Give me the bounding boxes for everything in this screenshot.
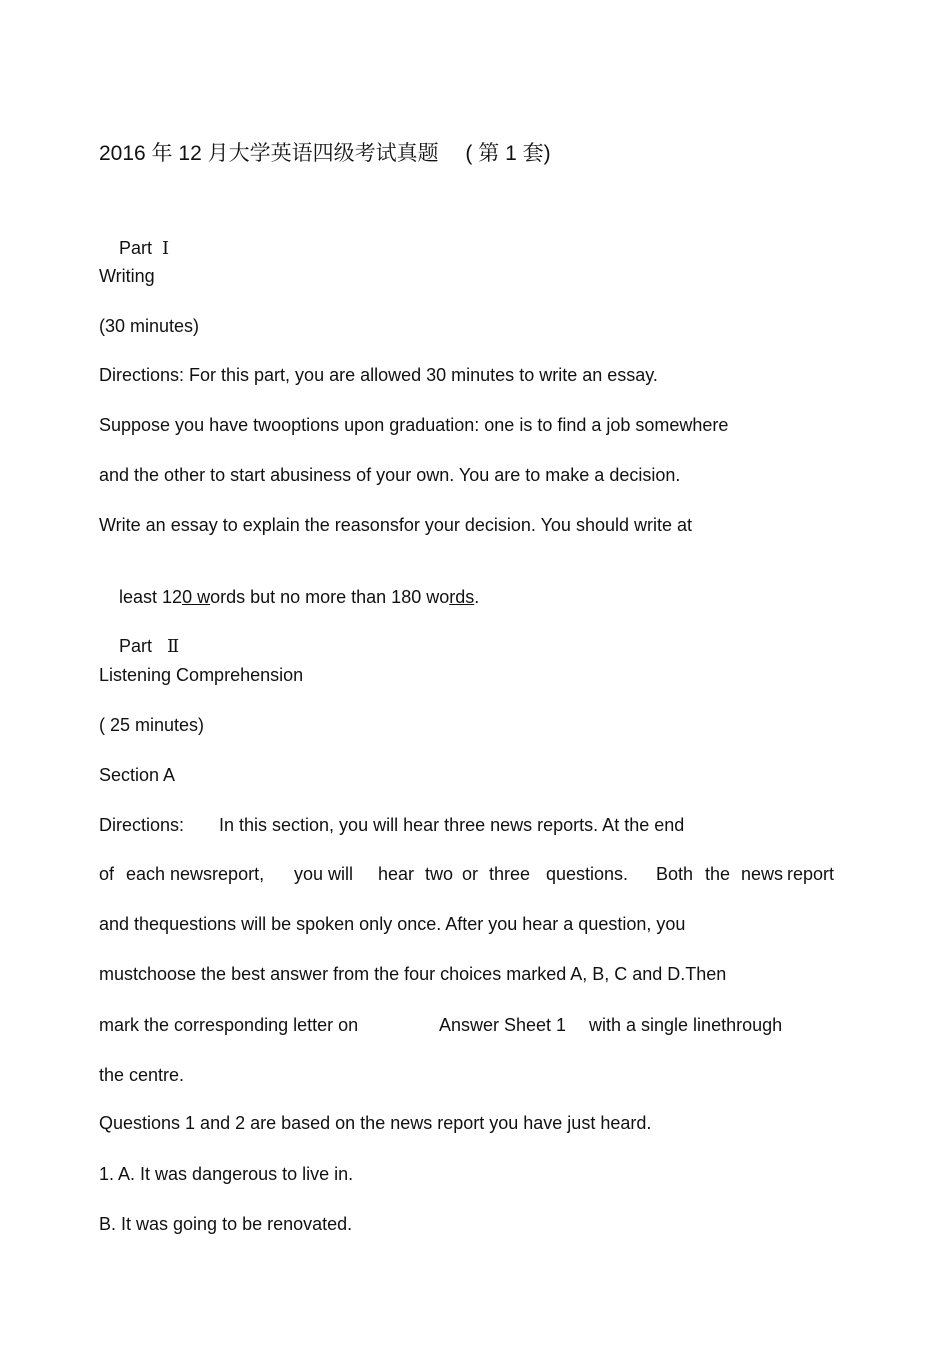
- directions-text: In this section, you will hear three news reports. At the end: [219, 815, 685, 835]
- question-option: B. It was going to be renovated.: [99, 1214, 353, 1234]
- part-2-numeral: Ⅱ: [167, 636, 180, 657]
- word: report: [787, 864, 835, 884]
- part-2-label: Part: [119, 636, 153, 656]
- word: news: [741, 864, 784, 884]
- directions-line-part: mark the corresponding letter on: [99, 1015, 359, 1035]
- answer-sheet-reference: Answer Sheet 1: [439, 1015, 567, 1035]
- part-1-label: Part: [119, 238, 153, 258]
- directions-label: Directions:: [99, 815, 185, 835]
- word: questions.: [546, 864, 629, 884]
- text-fragment: .: [474, 587, 480, 607]
- document-title: 2016 年 12 月大学英语四级考试真题 ( 第 1 套): [99, 142, 551, 165]
- questions-intro: Questions 1 and 2 are based on the news report you have just heard.: [99, 1113, 652, 1133]
- directions-line: and thequestions will be spoken only once. After you hear a question, you: [99, 914, 686, 934]
- underlined-fragment: rds: [449, 587, 475, 607]
- part-2-name: Listening Comprehension: [99, 665, 304, 685]
- text-fragment: ords but no more than 180 wo: [210, 587, 450, 607]
- part-1-body-line: and the other to start abusiness of your own. You are to make a decision.: [99, 465, 681, 485]
- directions-line: mustchoose the best answer from the four choices marked A, B, C and D.Then: [99, 964, 727, 984]
- question-option: 1. A. It was dangerous to live in.: [99, 1164, 354, 1184]
- word: Both: [656, 864, 694, 884]
- text-fragment: least 12: [119, 587, 183, 607]
- word: three: [489, 864, 531, 884]
- part-2-time: ( 25 minutes): [99, 715, 205, 735]
- word: of: [99, 864, 115, 884]
- directions-line-part: with a single linethrough: [589, 1015, 783, 1035]
- word: the: [705, 864, 731, 884]
- word: or: [462, 864, 479, 884]
- word: you will: [294, 864, 354, 884]
- part-1-body-line: Write an essay to explain the reasonsfor your decision. You should write at: [99, 515, 693, 535]
- part-1-time: (30 minutes): [99, 316, 200, 336]
- part-1-name: Writing: [99, 266, 155, 286]
- section-heading: Section A: [99, 765, 176, 785]
- underlined-fragment: 0 w: [182, 587, 211, 607]
- directions-line: the centre.: [99, 1065, 185, 1085]
- part-1-body-line: Suppose you have twooptions upon graduation: one is to find a job somewhere: [99, 415, 729, 435]
- word: each newsreport,: [126, 864, 265, 884]
- part-1-directions: Directions: For this part, you are allowed 30 minutes to write an essay.: [99, 365, 658, 385]
- word: two: [425, 864, 454, 884]
- part-1-numeral: Ⅰ: [162, 238, 170, 259]
- word: hear: [378, 864, 415, 884]
